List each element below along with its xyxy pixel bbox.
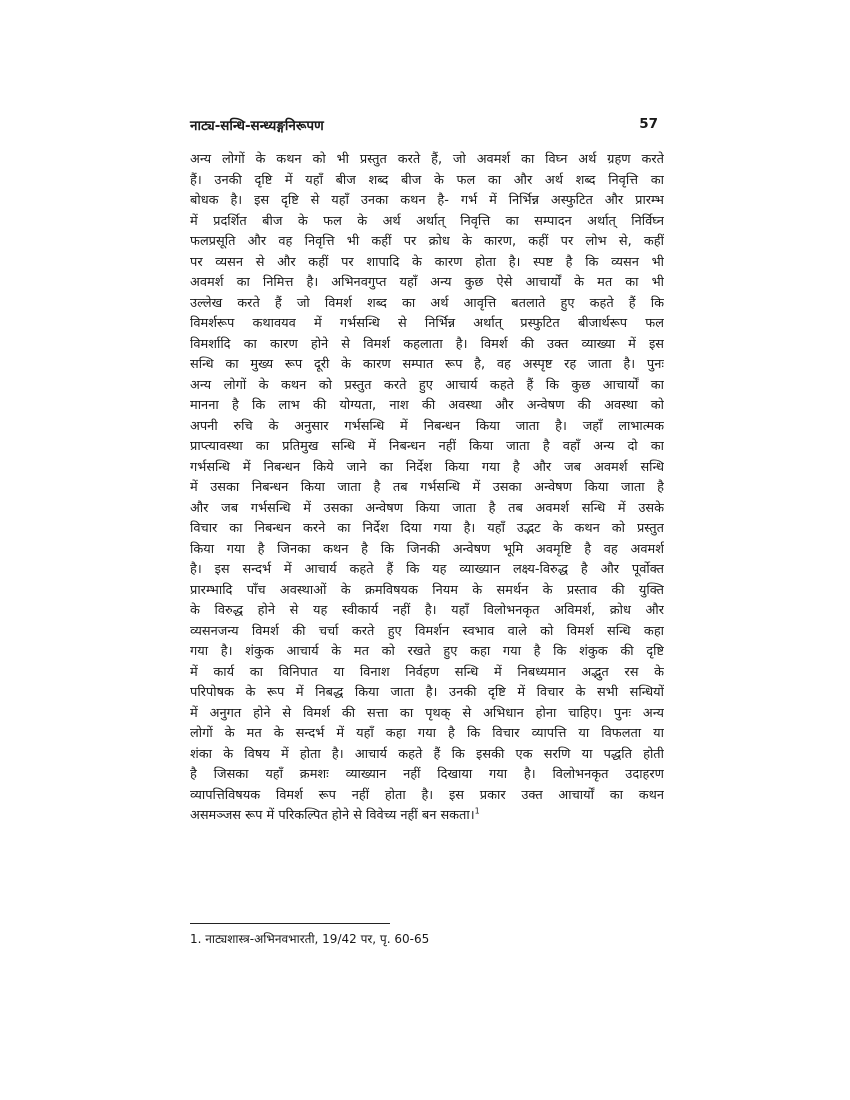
text-line: शंका के विषय में होता है। आचार्य कहते हैं कि इसकी एक सरणि या पद्धति होती (190, 746, 664, 762)
text-line: अन्य लोगों के कथन को प्रस्तुत करते हुए आचार्य कहते हैं कि कुछ आचार्यों का (190, 377, 664, 393)
text-line: प्राप्त्यावस्था का प्रतिमुख सन्धि में निबन्धन नहीं किया जाता है वहाँ अन्य दो का (190, 439, 664, 454)
text-line: गया है। शंकुक आचार्य के मत को रखते हुए कहा गया है कि शंकुक की दृष्टि (190, 644, 664, 659)
body-paragraph (190, 150, 664, 827)
text-line: असमञ्जस रूप में परिकल्पित होने से विवेच्य नहीं बन सकता।$^1$ (190, 806, 480, 823)
text-line: उल्लेख करते हैं जो विमर्श शब्द का अर्थ आवृत्ति बतलाते हुए कहते हैं कि (190, 295, 664, 311)
text-line: फलप्रसूति और वह निवृत्ति भी कहीं पर क्रोध के कारण, कहीं पर लोभ से, कहीं (190, 234, 664, 249)
text-line: व्यसनजन्य विमर्श की चर्चा करते हुए विमर्शन स्वभाव वाले को विमर्श सन्धि कहा (190, 623, 664, 639)
text-line: पर व्यसन से और कहीं पर शापादि के कारण होता है। स्पष्ट है कि व्यसन भी (190, 254, 664, 270)
running-title: नाट्य-सन्धि-सन्ध्यङ्गनिरूपण (190, 118, 324, 134)
text-line: अवमर्श का निमित्त है। अभिनवगुप्त यहाँ अन्य कुछ ऐसे आचार्यों के मत का भी (190, 275, 664, 290)
text-line: में कार्य का विनिपात या विनाश निर्वहण सन्धि में निबध्यमान अद्भुत रस के (190, 664, 664, 680)
text-line: है जिसका यहाँ क्रमशः व्याख्यान नहीं दिखाया गया है। विलोभनकृत उदाहरण (190, 767, 664, 782)
text-line: व्यापत्तिविषयक विमर्श रूप नहीं होता है। इस प्रकार उक्त आचार्यों का कथन (190, 787, 664, 803)
text-line: परिपोषक के रूप में निबद्ध किया जाता है। उनकी दृष्टि में विचार के सभी सन्धियों (190, 685, 664, 700)
text-line: हैं। उनकी दृष्टि में यहाँ बीज शब्द बीज के फल का और अर्थ शब्द निवृत्ति का (190, 172, 664, 188)
text-line: है। इस सन्दर्भ में आचार्य कहते हैं कि यह व्याख्यान लक्ष्य-विरुद्ध है और पूर्वोक्त (190, 562, 664, 577)
text-line: विचार का निबन्धन करने का निर्देश दिया गया है। यहाँ उद्भट के कथन को प्रस्तुत (190, 521, 664, 536)
text-line: प्रारम्भादि पाँच अवस्थाओं के क्रमविषयक नियम के समर्थन के प्रस्ताव की युक्ति (190, 582, 664, 598)
text-line: बोधक है। इस दृष्टि से यहाँ उनका कथन है- गर्भ में निर्भिन्न अस्फुटित और प्रारम्भ (190, 193, 664, 208)
text-line: किया गया है जिनका कथन है कि जिनकी अन्वेषण भूमि अवमृष्टि है वह अवमर्श (190, 541, 664, 557)
text-line: में उसका निबन्धन किया जाता है तब गर्भसन्धि में उसका अन्वेषण किया जाता है (190, 480, 664, 495)
text-line: सन्धि का मुख्य रूप दूरी के कारण सम्पात रूप है, वह अस्पृष्ट रह जाता है। पुनः (190, 357, 664, 372)
text-line: में अनुगत होने से विमर्श की सत्ता का पृथक् से अभिधान होना चाहिए। पुनः अन्य (190, 705, 664, 721)
text-line: अपनी रुचि के अनुसार गर्भसन्धि में निबन्धन किया जाता है। जहाँ लाभात्मक (190, 418, 664, 434)
footnote-marker: 1 (474, 806, 480, 816)
text-line: लोगों के मत के सन्दर्भ में यहाँ कहा गया है कि विचार व्यापत्ति या विफलता या (190, 726, 664, 741)
footnote: 1. नाट्यशास्त्र-अभिनवभारती, 19/42 पर, पृ. 60-65 (190, 932, 430, 946)
text-line: के विरुद्ध होने से यह स्वीकार्य नहीं है। यहाँ विलोभनकृत अविमर्श, क्रोध और (190, 603, 664, 618)
page-header (190, 116, 658, 138)
page-number: 57 (639, 116, 658, 132)
footnote-divider (190, 923, 390, 924)
text-line: मानना है कि लाभ की योग्यता, नाश की अवस्था और अन्वेषण की अवस्था को (190, 398, 664, 413)
text-line: अन्य लोगों के कथन को भी प्रस्तुत करते हैं, जो अवमर्श का विघ्न अर्थ ग्रहण करते (190, 152, 664, 167)
text-line: गर्भसन्धि में निबन्धन किये जाने का निर्देश किया गया है और जब अवमर्श सन्धि (190, 459, 664, 475)
text-line: में प्रदर्शित बीज के फल के अर्थ अर्थात् निवृत्ति का सम्पादन अर्थात् निर्विघ्न (190, 213, 664, 229)
text-line: विमर्शरूप कथावयव में गर्भसन्धि से निर्भिन्न अर्थात् प्रस्फुटित बीजार्थरूप फल (190, 316, 664, 331)
text-line: और जब गर्भसन्धि में उसका अन्वेषण किया जाता है तब अवमर्श सन्धि में उसके (190, 500, 664, 516)
text-line: विमर्शादि का कारण होने से विमर्श कहलाता है। विमर्श की उक्त व्याख्या में इस (190, 336, 664, 352)
